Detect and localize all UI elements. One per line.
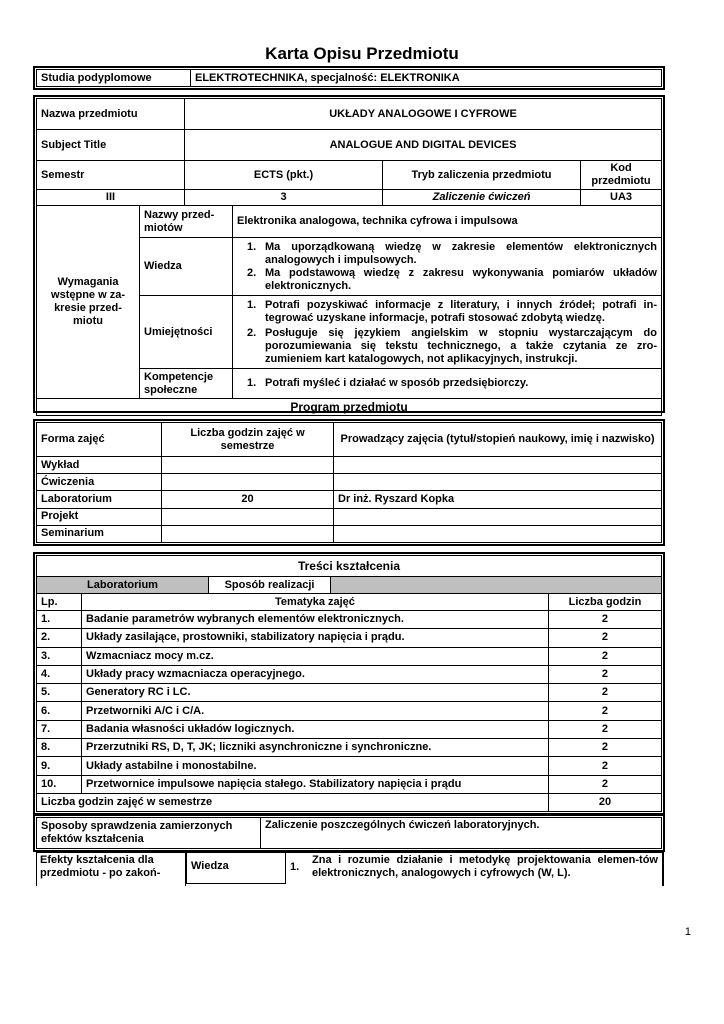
table-row: [37, 702, 662, 720]
tresci-heading: Treści kształcenia: [37, 556, 662, 577]
prowadzacy-cell: [334, 457, 662, 474]
studia-value: ELEKTROTECHNIKA, specjalność: ELEKTRONIKA: [191, 70, 662, 87]
studia-label: Studia podyplomowe: [37, 70, 191, 87]
umiejetnosci-list: [233, 296, 662, 369]
godziny-cell: [162, 508, 334, 525]
list-item: 1. Potrafi pozyskiwać informacje z literatury, i innych źródeł; potrafi in-tegrować uzyskane informacje, potrafi stosować zdobytą wiedzę.: [247, 298, 657, 324]
wiedza-label: Wiedza: [140, 238, 233, 296]
page-title: Karta Opisu Przedmiotu: [265, 44, 459, 63]
wymagania-label: Wymagania wstępne w za-kresie przed-miotu: [37, 206, 140, 399]
sposoby-label: Sposoby sprawdzenia zamierzonych efektów kształcenia: [37, 818, 261, 849]
godz-cell: 2: [548, 702, 661, 720]
forma-header: Forma zajęć: [37, 423, 162, 457]
right-border: [662, 852, 664, 886]
table-row: [37, 739, 662, 757]
lp-header: Lp.: [37, 594, 82, 611]
prowadzacy-header: Prowadzący zajęcia (tytuł/stopień naukowy, imię i nazwisko): [334, 423, 662, 457]
lp-cell: 9.: [37, 757, 82, 775]
table-row: [37, 611, 662, 629]
tematyka-header: Tematyka zajęć: [82, 594, 549, 611]
gray-spacer: [548, 577, 661, 594]
efekty-section: [36, 852, 664, 886]
table-row: [37, 757, 662, 775]
kod-header: Kod przedmiotu: [581, 161, 662, 190]
umiejetnosci-label: Umiejętności: [140, 296, 233, 369]
temat-cell: Układy pracy wzmacniacza operacyjnego.: [82, 665, 549, 683]
godz-cell: 2: [548, 775, 661, 793]
studia-box: [33, 66, 665, 90]
lp-cell: 6.: [37, 702, 82, 720]
suma-godzin-value: 20: [548, 794, 661, 812]
godz-cell: 2: [548, 611, 661, 629]
temat-cell: Badanie parametrów wybranych elementów elektronicznych.: [82, 611, 549, 629]
forma-cell: Seminarium: [37, 525, 162, 542]
godziny-cell: [162, 474, 334, 491]
nazwa-label: Nazwa przedmiotu: [37, 99, 185, 130]
temat-cell: Układy astabilne i monostabilne.: [82, 757, 549, 775]
table-row: [37, 457, 662, 474]
godz-cell: 2: [548, 720, 661, 738]
prowadzacy-cell: [334, 525, 662, 542]
table-row: [37, 720, 662, 738]
efekty-text: Zna i rozumie działanie i metodykę projektowania elemen-tów elektronicznych, analogowych i cyfrowych (W, L).: [312, 854, 658, 879]
kod-value: UA3: [581, 190, 662, 206]
lp-cell: 8.: [37, 739, 82, 757]
godz-cell: 2: [548, 629, 661, 647]
ects-value: 3: [185, 190, 383, 206]
kompetencje-list: [233, 369, 662, 399]
page-number: 1: [684, 926, 691, 938]
wiedza-list: [233, 238, 662, 296]
efekty-label: Efekty kształcenia dla przedmiotu - po zakoń-: [36, 852, 186, 886]
lp-cell: 3.: [37, 647, 82, 665]
semestr-value: III: [37, 190, 185, 206]
godziny-cell: 20: [162, 491, 334, 508]
prowadzacy-cell: [334, 474, 662, 491]
nazwy-label: Nazwy przed-miotów: [140, 206, 233, 238]
efekty-item: [286, 852, 662, 886]
temat-cell: Generatory RC i LC.: [82, 684, 549, 702]
suma-godzin-label: Liczba godzin zajęć w semestrze: [37, 794, 549, 812]
lp-cell: 7.: [37, 720, 82, 738]
table-row: [37, 491, 662, 508]
sposoby-box: [33, 814, 665, 852]
forma-cell: Ćwiczenia: [37, 474, 162, 491]
liczba-godzin-header: Liczba godzin: [548, 594, 661, 611]
godz-cell: 2: [548, 757, 661, 775]
subject-value: ANALOGUE AND DIGITAL DEVICES: [185, 130, 662, 161]
table-row: [37, 665, 662, 683]
table-row: [37, 525, 662, 542]
godz-cell: 2: [548, 684, 661, 702]
forma-cell: Wykład: [37, 457, 162, 474]
lp-cell: 2.: [37, 629, 82, 647]
tresci-box: [33, 552, 665, 815]
table-row: [37, 629, 662, 647]
nazwa-value: UKŁADY ANALOGOWE I CYFROWE: [185, 99, 662, 130]
temat-cell: Wzmacniacz mocy m.cz.: [82, 647, 549, 665]
tryb-header: Tryb zaliczenia przedmiotu: [383, 161, 581, 190]
subject-label: Subject Title: [37, 130, 185, 161]
godz-cell: 2: [548, 739, 661, 757]
ects-header: ECTS (pkt.): [185, 161, 383, 190]
nazwy-value: Elektronika analogowa, technika cyfrowa i impulsowa: [233, 206, 662, 238]
lp-cell: 5.: [37, 684, 82, 702]
table-row: [37, 684, 662, 702]
godziny-header: Liczba godzin zajęć w semestrze: [162, 423, 334, 457]
laboratorium-label: Laboratorium: [37, 577, 209, 594]
kompetencje-label: Kompetencje społeczne: [140, 369, 233, 399]
prowadzacy-cell: Dr inż. Ryszard Kopka: [334, 491, 662, 508]
temat-cell: Przetwornice impulsowe napięcia stałego. Stabilizatory napięcia i prądu: [82, 775, 549, 793]
forma-cell: Projekt: [37, 508, 162, 525]
lp-cell: 4.: [37, 665, 82, 683]
program-heading: Program przedmiotu: [37, 399, 662, 416]
forma-cell: Laboratorium: [37, 491, 162, 508]
temat-cell: Przetworniki A/C i C/A.: [82, 702, 549, 720]
forma-box: [33, 419, 665, 546]
godz-cell: 2: [548, 647, 661, 665]
lp-cell: 10.: [37, 775, 82, 793]
table-row: [37, 474, 662, 491]
semestr-header: Semestr: [37, 161, 185, 190]
list-item: 2. Posługuje się językiem angielskim w stopniu wystarczającym do porozumiewania się tekstu technicznego, a także czytania ze zro-zumieniem kart katalogowych, not aplikacyjnych, instrukcji.: [247, 326, 657, 365]
course-info-box: [33, 95, 665, 413]
lp-cell: 1.: [37, 611, 82, 629]
tryb-value: Zaliczenie ćwiczeń: [383, 190, 581, 206]
list-item: 1. Ma uporządkowaną wiedzę w zakresie elementów elektronicznych analogowych i impulsowych.: [247, 240, 657, 266]
sposob-realizacji-label: Sposób realizacji: [209, 577, 331, 594]
efekty-number: 1.: [290, 861, 300, 873]
temat-cell: Badania własności układów logicznych.: [82, 720, 549, 738]
temat-cell: Układy zasilające, prostowniki, stabilizatory napięcia i prądu.: [82, 629, 549, 647]
list-item: 2. Ma podstawową wiedzę z zakresu wykonywania pomiarów układów elektronicznych.: [247, 266, 657, 292]
godziny-cell: [162, 457, 334, 474]
godz-cell: 2: [548, 665, 661, 683]
godziny-cell: [162, 525, 334, 542]
table-row: [37, 647, 662, 665]
table-row: [37, 775, 662, 793]
prowadzacy-cell: [334, 508, 662, 525]
list-item: 1. Potrafi myśleć i działać w sposób przedsiębiorczy.: [247, 377, 529, 389]
efekty-wiedza-label: Wiedza: [186, 852, 286, 884]
temat-cell: Przerzutniki RS, D, T, JK; liczniki asynchroniczne i synchroniczne.: [82, 739, 549, 757]
table-row: [37, 508, 662, 525]
gray-spacer: [331, 577, 549, 594]
sposoby-value: Zaliczenie poszczególnych ćwiczeń laboratoryjnych.: [261, 818, 662, 849]
